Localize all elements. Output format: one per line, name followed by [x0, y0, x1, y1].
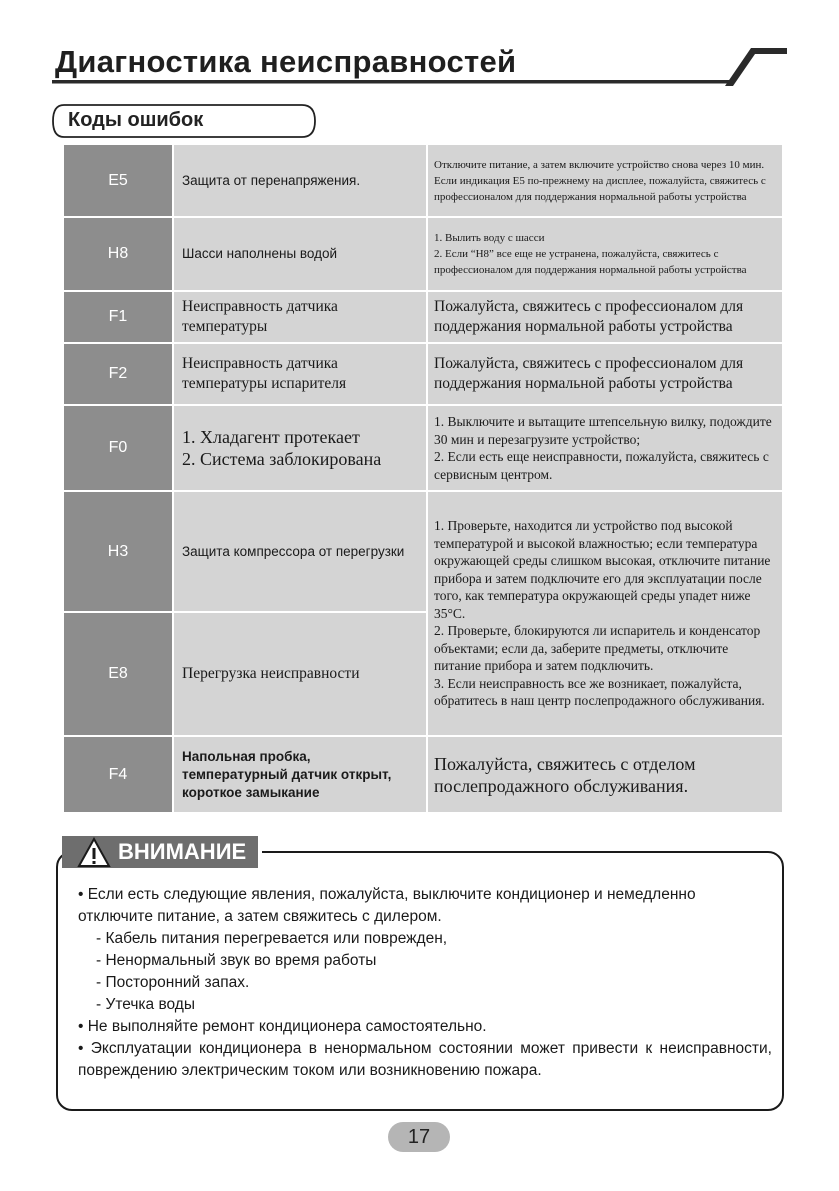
solution-line: 1. Проверьте, находится ли устройство под высокой температурой и высокой влажностью; если температура окружающей среды слишком высокая, отключите питание прибора и затем подключите его для эксплуатации после того, как температура окружающей среды упадет ниже 35°C.	[434, 518, 771, 621]
table-row	[63, 343, 783, 405]
title-underline	[52, 80, 732, 84]
error-description	[173, 405, 427, 491]
error-code: F2	[63, 343, 173, 405]
table-row	[63, 736, 783, 813]
error-description: Неисправность датчика температуры испарителя	[173, 343, 427, 405]
table-row	[63, 405, 783, 491]
error-code: E8	[63, 612, 173, 736]
title-slash-decoration	[725, 44, 795, 86]
error-description: Защита от перенапряжения.	[173, 144, 427, 217]
error-solution: Отключите питание, а затем включите устройство снова через 10 мин. Если индикация E5 по-прежнему на дисплее, пожалуйста, свяжитесь с профессионалом для поддержания нормальной работы устройства	[427, 144, 783, 217]
error-description: Неисправность датчика температуры	[173, 291, 427, 343]
error-codes-table	[62, 143, 784, 814]
page-title: Диагностика неисправностей	[55, 44, 517, 79]
page-number: 17	[388, 1122, 450, 1152]
warning-intro: • Если есть следующие явления, пожалуйста, выключите кондиционер и немедленно отключите питание, а затем свяжитесь с дилером.	[78, 886, 696, 925]
error-code: H8	[63, 217, 173, 291]
warning-item: - Утечка воды	[96, 996, 195, 1013]
table-row	[63, 291, 783, 343]
error-code: F0	[63, 405, 173, 491]
warning-item: - Посторонний запах.	[96, 974, 250, 991]
error-description: Перегрузка неисправности	[173, 612, 427, 736]
error-code: E5	[63, 144, 173, 217]
solution-line: 1. Выключите и вытащите штепсельную вилку, подождите 30 мин и перезагрузите устройство;	[434, 414, 772, 447]
error-code: H3	[63, 491, 173, 612]
error-solution	[427, 405, 783, 491]
solution-line: 2. Если “H8” все еще не устранена, пожалуйста, свяжитесь с профессионалом для поддержания нормальной работы устройства	[434, 248, 747, 276]
error-solution	[427, 217, 783, 291]
table-row	[63, 491, 783, 612]
section-label: Коды ошибок	[68, 109, 204, 131]
warning-note: • Эксплуатации кондиционера в ненормальном состоянии может привести к неисправности, повреждению электрическим током или возникновению пожара.	[78, 1040, 772, 1079]
error-description: Напольная пробка, температурный датчик открыт, короткое замыкание	[173, 736, 427, 813]
error-solution: Пожалуйста, свяжитесь с профессионалом для поддержания нормальной работы устройства	[427, 291, 783, 343]
solution-line: 2. Проверьте, блокируются ли испаритель и конденсатор объектами; если да, заберите предметы, отключите питание прибора и затем подключить.	[434, 623, 761, 674]
warning-content	[78, 884, 772, 1082]
title-rule	[0, 80, 839, 92]
warning-title: ВНИМАНИЕ	[118, 839, 247, 864]
warning-note: • Не выполняйте ремонт кондиционера самостоятельно.	[78, 1018, 487, 1035]
warning-item: - Ненормальный звук во время работы	[96, 952, 377, 969]
solution-line: 1. Вылить воду с шасси	[434, 232, 545, 244]
solution-line: 2. Если есть еще неисправности, пожалуйста, свяжитесь с сервисным центром.	[434, 449, 769, 482]
warning-triangle-icon	[77, 837, 111, 868]
error-code: F4	[63, 736, 173, 813]
error-description: Шасси наполнены водой	[173, 217, 427, 291]
error-solution: Пожалуйста, свяжитесь с профессионалом для поддержания нормальной работы устройства	[427, 343, 783, 405]
error-description: Защита компрессора от перегрузки	[173, 491, 427, 612]
error-solution-shared	[427, 491, 783, 736]
solution-line: 3. Если неисправность все же возникает, пожалуйста, обратитесь в наш центр послепродажного обслуживания.	[434, 675, 765, 709]
error-code: F1	[63, 291, 173, 343]
table-row	[63, 144, 783, 217]
table-row	[63, 217, 783, 291]
description-line: 1. Хладагент протекает	[182, 427, 360, 447]
warning-item: - Кабель питания перегревается или поврежден,	[96, 930, 448, 947]
error-solution: Пожалуйста, свяжитесь с отделом послепродажного обслуживания.	[427, 736, 783, 813]
description-line: 2. Система заблокирована	[182, 449, 382, 469]
